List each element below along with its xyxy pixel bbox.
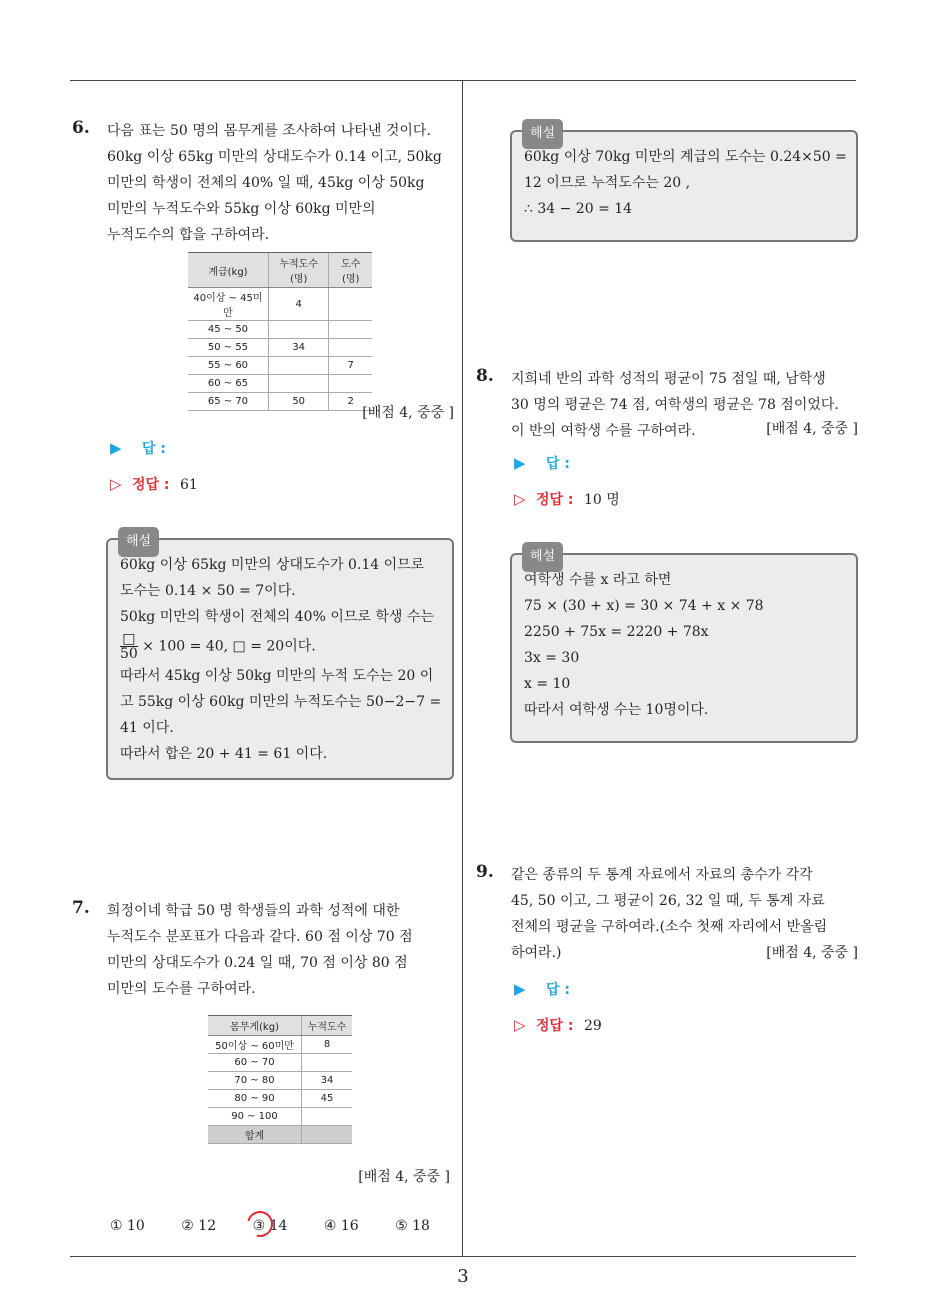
bottom-rule (70, 1256, 856, 1257)
table-row: 60 ~ 70 (208, 1054, 352, 1072)
table-row: 45 ~ 50 (188, 321, 372, 339)
explanation-tag: 해설 (522, 542, 563, 572)
score-label: [배점 4, 중중 ] (362, 405, 454, 421)
explanation-box: 해설 60kg 이상 65kg 미만의 상대도수가 0.14 이므로 도수는 0.14 × 50 = 7이다. 50kg 미만의 학생이 전체의 40% 이므로 학생 수는 $\frac{□}{50}$ × 100 = 40, □ = 20이다. 따라서 45kg 이상 50kg 미만의 누적 도수는 20 이 고 55kg 이상 60kg 미만의 누적도수는 50−2−7 = 41 이다. 따라서 합은 20 + 41 = 61 이다. (106, 538, 454, 780)
table-row: 80 ~ 90 45 (208, 1090, 352, 1108)
question-number: 7. (72, 898, 90, 918)
table-row: 55 ~ 60 7 (188, 357, 372, 375)
explanation-tag: 해설 (522, 119, 563, 149)
top-rule (70, 80, 856, 81)
column-divider (462, 80, 463, 1256)
choice-1[interactable]: ① 10 (110, 1218, 145, 1234)
question-7 (72, 898, 462, 1002)
question-6 (72, 118, 462, 248)
selected-circle-icon (242, 1206, 278, 1242)
solution-line: ▷ 정답 : 10 명 (514, 490, 620, 508)
page-number: 3 (457, 1266, 469, 1287)
question-number: 8. (476, 366, 494, 386)
choice-5[interactable]: ⑤ 18 (395, 1218, 430, 1234)
question-text: 지희네 반의 과학 성적의 평균이 75 점일 때, 남학생 30 명의 평균은 74 점, 여학생의 평균은 78 점이었다. 이 반의 여학생 수를 구하여라. (511, 371, 839, 439)
table-row: 60 ~ 65 (188, 375, 372, 393)
table-total-row: 합계 (208, 1126, 352, 1144)
explanation-tag: 해설 (118, 527, 159, 557)
choice-3[interactable]: ③ 14 (253, 1218, 288, 1234)
answer-line[interactable]: ▶ 답 : (514, 454, 570, 472)
score-label: [배점 4, 중중 ] (358, 1169, 450, 1185)
play-triangle-icon: ▶ (514, 980, 526, 998)
play-triangle-icon: ▶ (110, 439, 122, 457)
table-row: 90 ~ 100 (208, 1108, 352, 1126)
question-text: 희정이네 학급 50 명 학생들의 과학 성적에 대한 누적도수 분포표가 다음과 같다. 60 점 이상 70 점 미만의 상대도수가 0.24 일 때, 70 점 이상 80 점 미만의 도수를 구하여라. (107, 903, 413, 997)
explanation-box: 해설 60kg 이상 70kg 미만의 계급의 도수는 0.24×50 = 12 이므로 누적도수는 20 , ∴ 34 − 20 = 14 (510, 130, 858, 242)
score-label: [배점 4, 중중 ] (766, 421, 858, 437)
table-row: 50이상 ~ 60미만 8 (208, 1036, 352, 1054)
choices (110, 1218, 462, 1234)
question-text: 다음 표는 50 명의 몸무게를 조사하여 나타낸 것이다. 60kg 이상 65kg 미만의 상대도수가 0.14 이고, 50kg 미만의 학생이 전체의 40% 일 때, 45kg 이상 50kg 미만의 누적도수와 55kg 이상 60kg 미만의 누적도수의 합을 구하여라. (107, 123, 442, 243)
choice-2[interactable]: ② 12 (181, 1218, 217, 1234)
question-number: 6. (72, 118, 90, 138)
explanation-box: 해설 여학생 수를 x 라고 하면 75 × (30 + x) = 30 × 74 + x × 78 2250 + 75x = 2220 + 78x 3x = 30 x = 10 따라서 여학생 수는 10명이다. (510, 553, 858, 743)
table-row: 70 ~ 80 34 (208, 1072, 352, 1090)
answer-line[interactable]: ▶ 답 : (514, 980, 570, 998)
choice-4[interactable]: ④ 16 (323, 1218, 359, 1234)
table-row: 65 ~ 70 50 2 (188, 393, 372, 411)
table-row: 50 ~ 55 34 (188, 339, 372, 357)
solution-line: ▷ 정답 : 29 (514, 1016, 602, 1034)
table-row: 40이상 ~ 45미만 4 (188, 288, 372, 321)
question-number: 9. (476, 862, 494, 882)
outline-triangle-icon: ▷ (514, 1016, 526, 1034)
fraction: $\frac{□}{50}$ (120, 631, 138, 662)
solution-line: ▷ 정답 : 61 (110, 475, 198, 493)
score-label: [배점 4, 중중 ] (766, 945, 858, 961)
frequency-table: 계급(kg) 누적도수(명) 도수(명) 40이상 ~ 45미만 4 45 ~ 50 50 ~ 55 34 55 ~ 60 7 60 ~ 65 65 ~ 70 50 2 (188, 252, 372, 411)
outline-triangle-icon: ▷ (110, 475, 122, 493)
play-triangle-icon: ▶ (514, 454, 526, 472)
outline-triangle-icon: ▷ (514, 490, 526, 508)
question-text: 같은 종류의 두 통계 자료에서 자료의 총수가 각각 45, 50 이고, 그 평균이 26, 32 일 때, 두 통계 자료 전체의 평균을 구하여라.(소수 첫째 자리에서 반올림 하여라.) (511, 867, 828, 961)
frequency-table: 몸무게(kg) 누적도수 50이상 ~ 60미만 8 60 ~ 70 70 ~ 80 34 80 ~ 90 45 90 ~ 100 합계 (208, 1015, 352, 1144)
answer-line[interactable]: ▶ 답 : (110, 439, 166, 457)
